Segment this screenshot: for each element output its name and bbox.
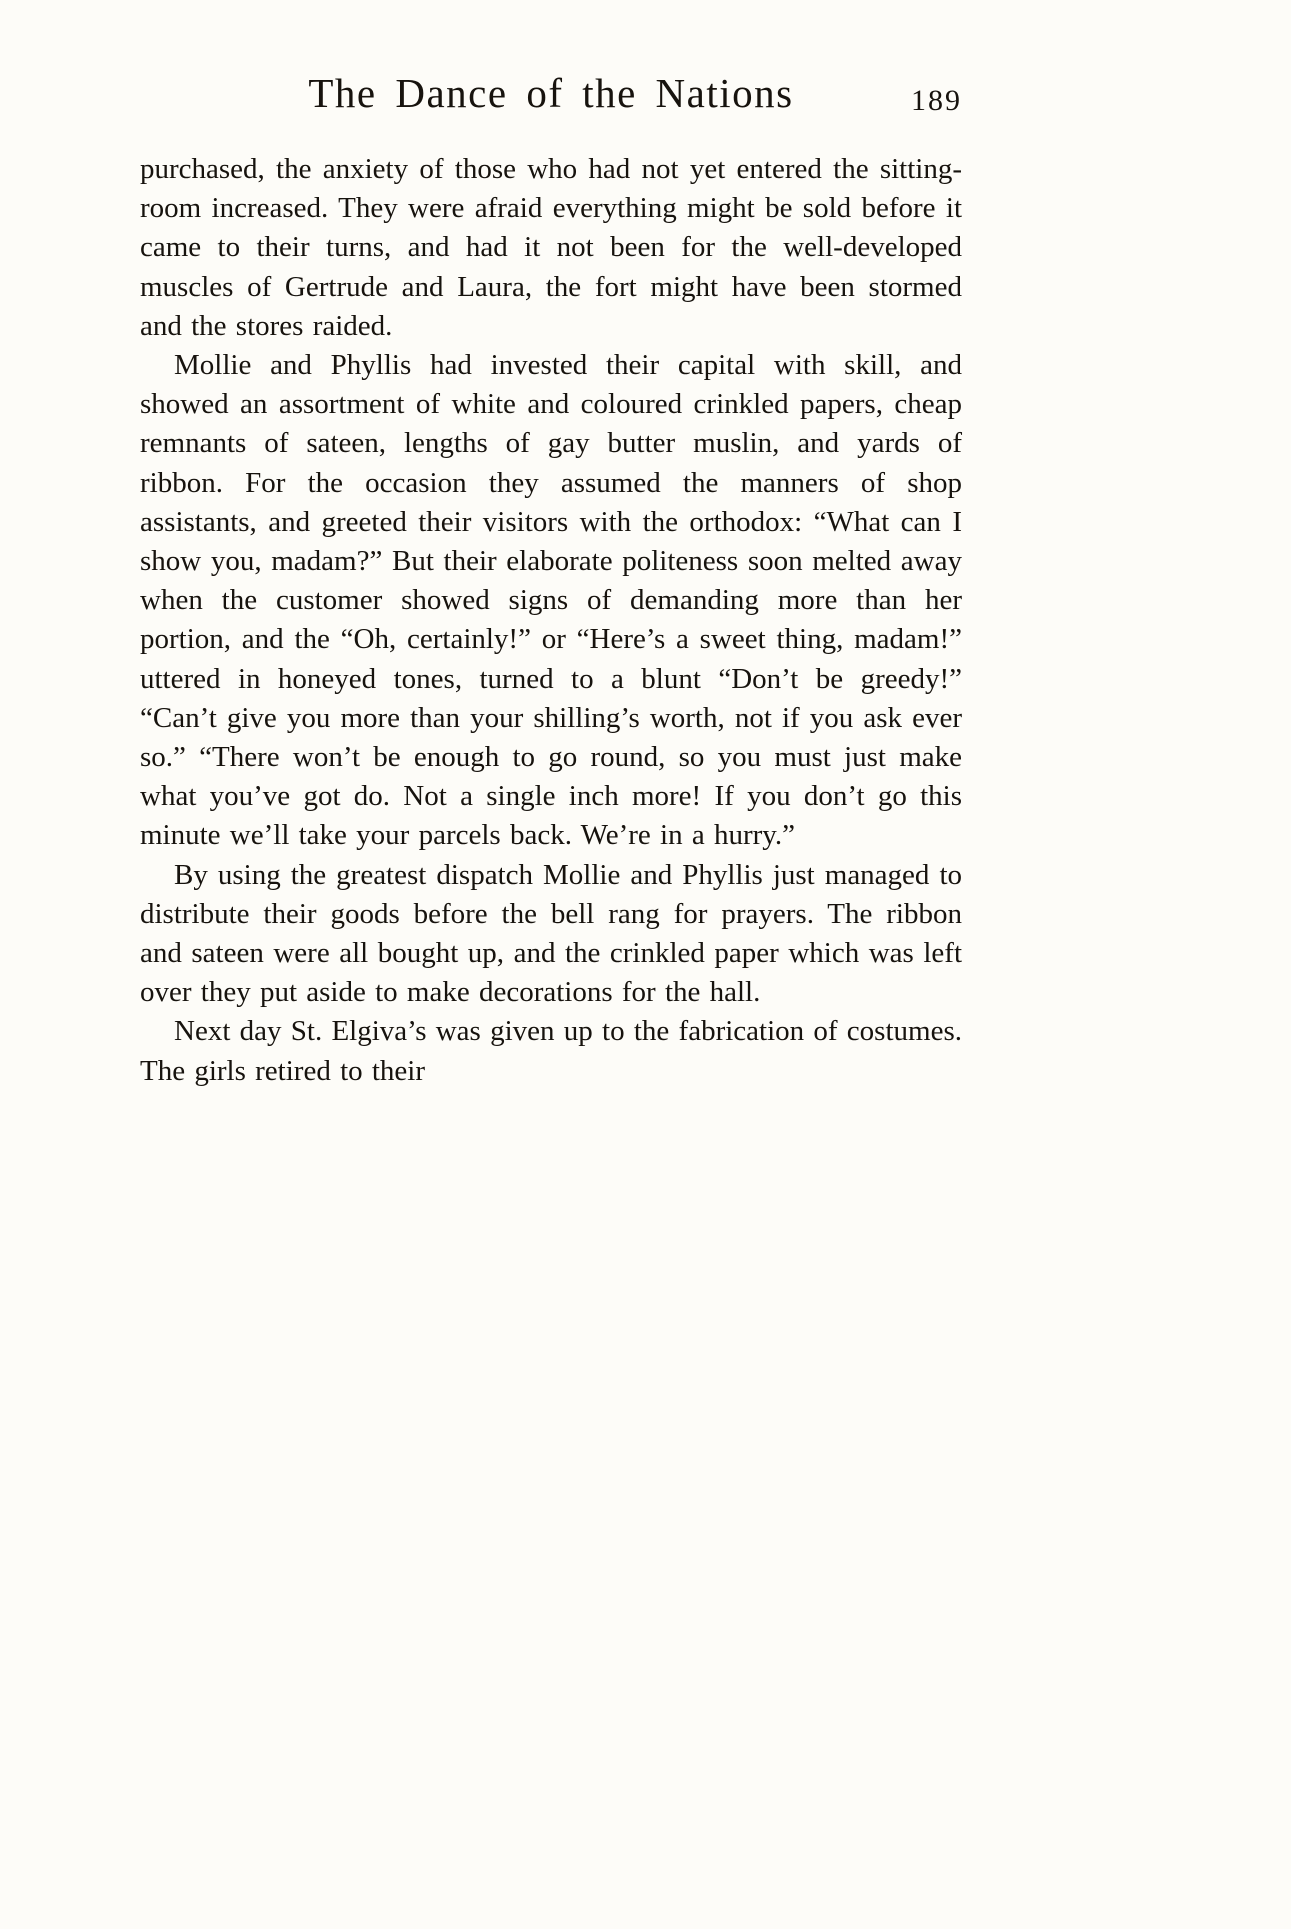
paragraph-1: purchased, the anxiety of those who had not yet entered the sitting-room increased. They were afraid everything might be sold before it came to their turns, and had it not been for the well-developed muscles of Gertrude and Laura, the fort might have been stormed and the stores raided. [140,153,962,342]
page-number: 189 [911,84,962,117]
paragraph-3: By using the greatest dispatch Mollie and Phyllis just managed to distribute their goods before the bell rang for prayers. The ribbon and sateen were all bought up, and the crinkled paper which was left over they put aside to make decorations for the hall. [140,858,962,1009]
paragraph-4: Next day St. Elgiva’s was given up to the fabrication of costumes. The girls retired to their [140,1015,962,1087]
page-body [140,150,962,1091]
running-header [140,60,962,126]
running-title: The Dance of the Nations [308,70,794,116]
paragraph-2: Mollie and Phyllis had invested their capital with skill, and showed an assortment of white and coloured crinkled papers, cheap remnants of sateen, lengths of gay butter muslin, and yards of ribbon. For the occasion they assumed the manners of shop assistants, and greeted their visitors with the orthodox: “What can I show you, madam?” But their elaborate politeness soon melted away when the customer showed signs of demanding more than her portion, and the “Oh, certainly!” or “Here’s a sweet thing, madam!” uttered in honeyed tones, turned to a blunt “Don’t be greedy!” “Can’t give you more than your shilling’s worth, not if you ask ever so.” “There won’t be enough to go round, so you must just make what you’ve got do. Not a single inch more! If you don’t go this minute we’ll take your parcels back. We’re in a hurry.” [140,349,962,852]
